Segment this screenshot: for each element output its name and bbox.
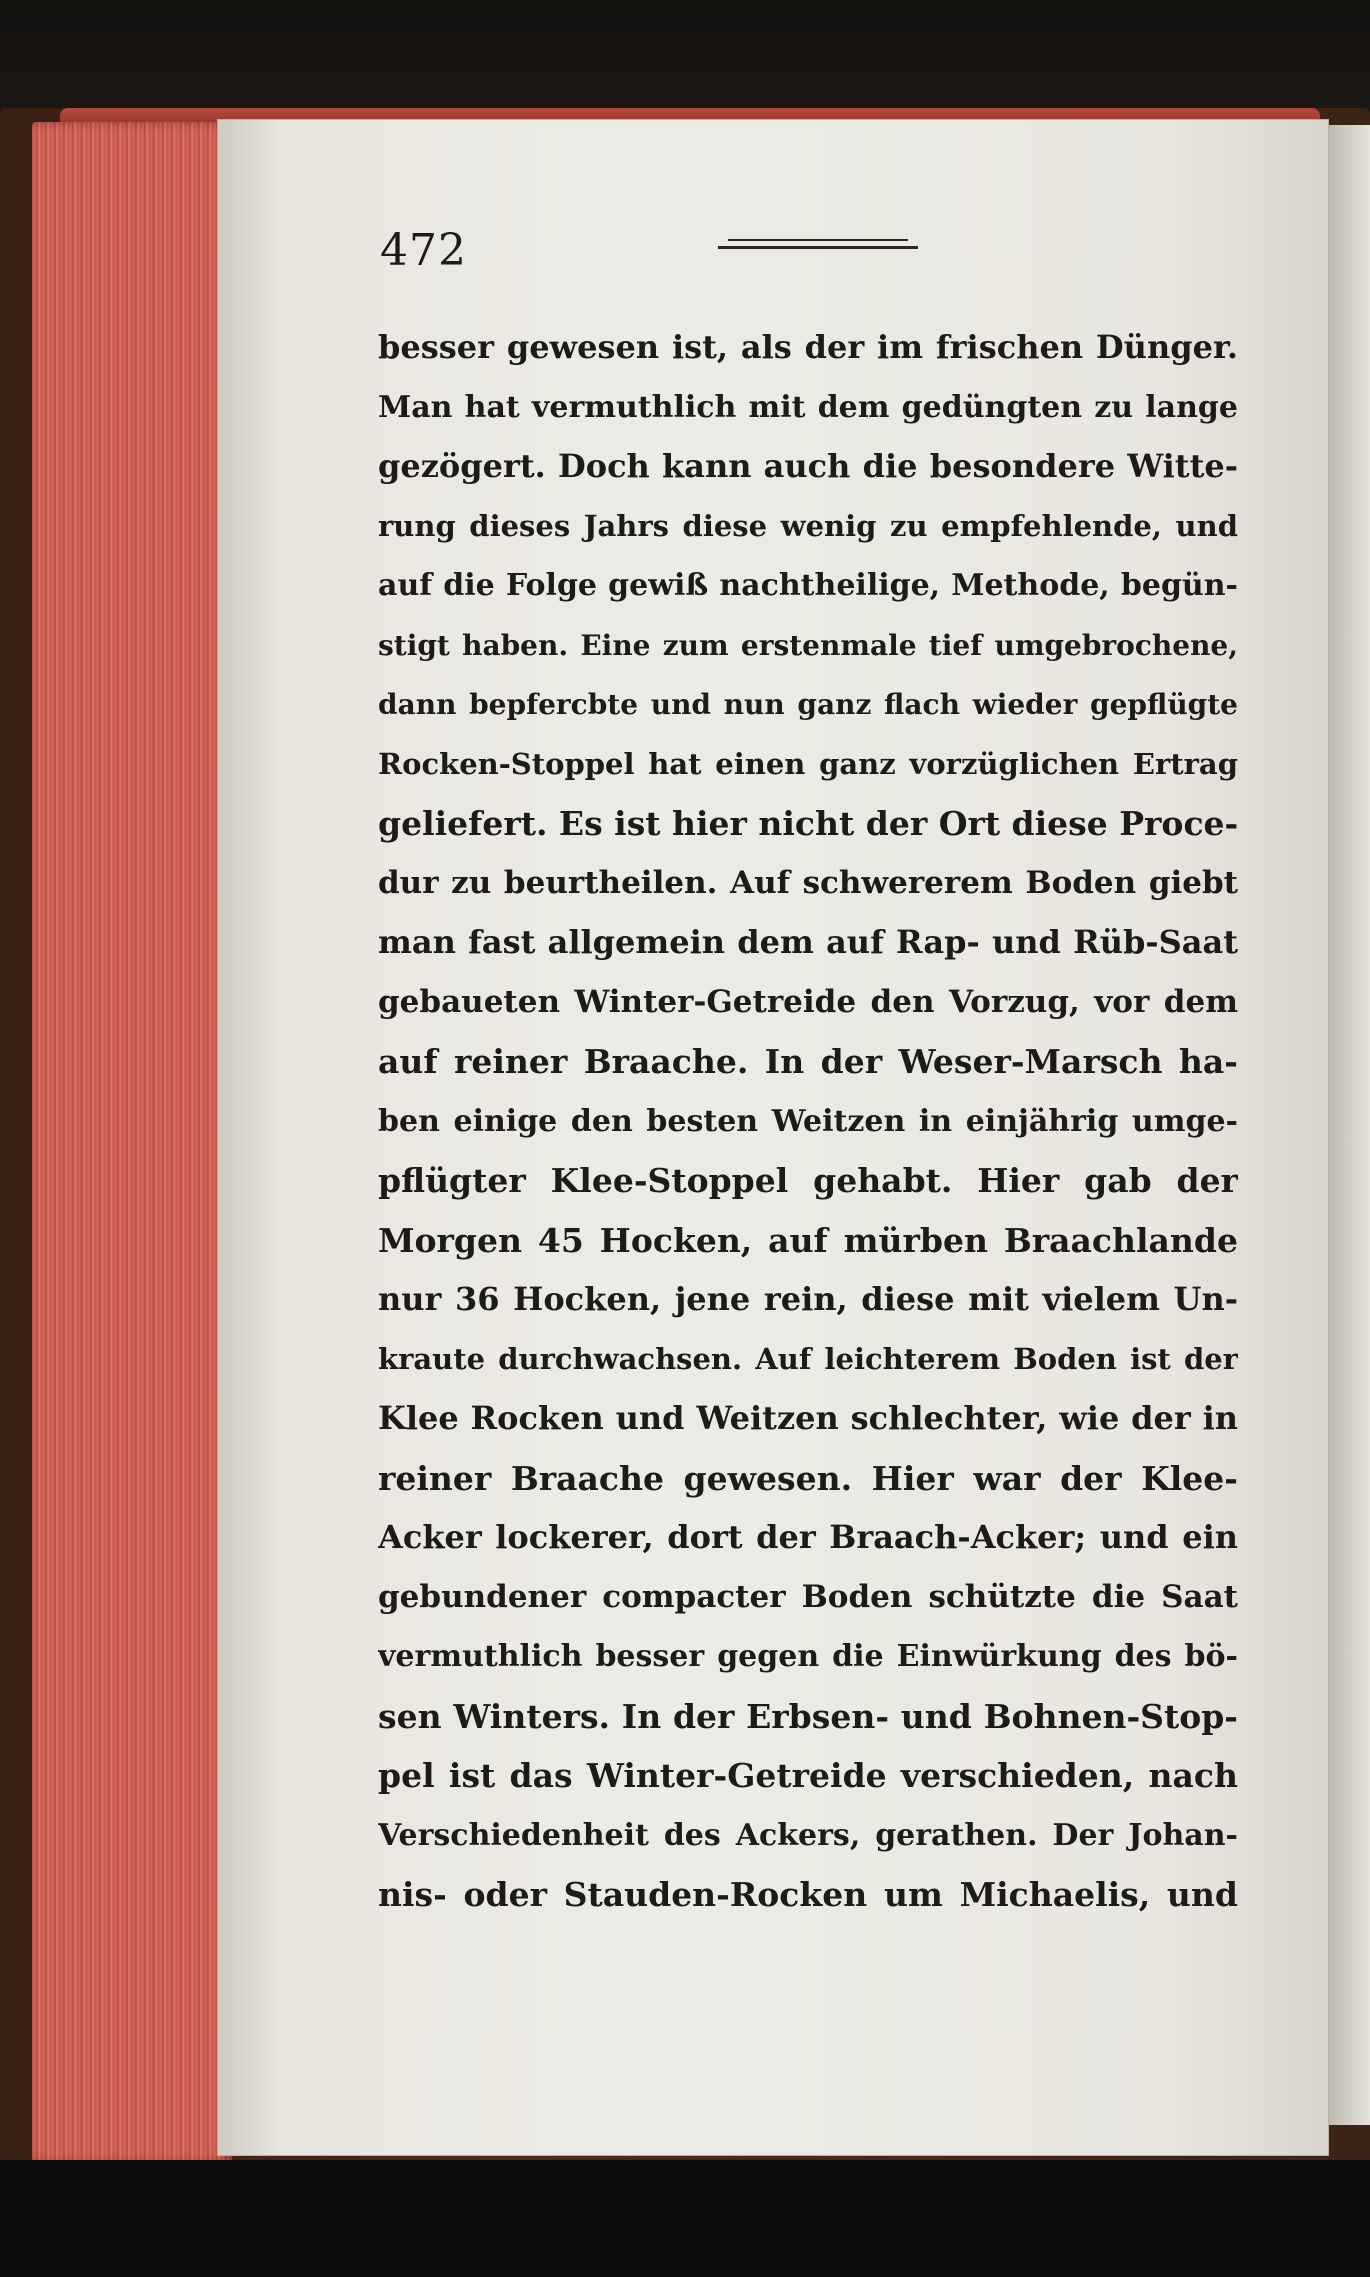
text-line: Klee Rocken und Weitzen schlechter, wie der in (378, 1399, 1238, 1437)
text-line: sen Winters. In der Erbsen- und Bohnen-Stop- (378, 1696, 1238, 1736)
text-line: Acker lockerer, dort der Braach-Acker; und ein (378, 1518, 1238, 1556)
text-line: kraute durchwachsen. Auf leichterem Boden ist der (378, 1341, 1238, 1376)
text-line: auf die Folge gewiß nachtheilige, Methode, begün- (378, 568, 1238, 603)
bottom-background (0, 2160, 1370, 2277)
text-line: nur 36 Hocken, jene rein, diese mit vielem Un- (378, 1280, 1238, 1318)
text-line: vermuthlich besser gegen die Einwürkung des bö- (378, 1639, 1238, 1674)
text-line: dann bepfercbte und nun ganz flach wieder gepflügte (378, 688, 1238, 721)
text-line: Rocken-Stoppel hat einen ganz vorzüglichen Ertrag (378, 746, 1238, 781)
text-line: Verschiedenheit des Ackers, gerathen. Der Johan- (378, 1817, 1238, 1853)
text-line: man fast allgemein dem auf Rap- und Rüb-Saat (378, 923, 1238, 961)
text-line: gebundener compacter Boden schützte die Saat (378, 1578, 1238, 1615)
text-line: geliefert. Es ist hier nicht der Ort diese Proce- (378, 804, 1238, 843)
text-line: pel ist das Winter-Getreide verschieden, nach (378, 1756, 1238, 1795)
text-line: gebaueten Winter-Getreide den Vorzug, vor dem (378, 983, 1238, 1020)
text-line: besser gewesen ist, als der im frischen Dünger. (378, 328, 1238, 366)
page-header (380, 225, 940, 285)
text-line: rung dieses Jahrs diese wenig zu empfehlende, und (378, 508, 1238, 543)
page-number: 472 (380, 225, 467, 276)
page-text (378, 318, 1238, 1925)
text-line: reiner Braache gewesen. Hier war der Klee- (378, 1458, 1238, 1498)
text-line: Man hat vermuthlich mit dem gedüngten zu lange (378, 389, 1238, 425)
text-line: Morgen 45 Hocken, auf mürben Braachlande (378, 1220, 1238, 1260)
page-edges-red (32, 122, 232, 2162)
text-line: auf reiner Braache. In der Weser-Marsch ha- (378, 1042, 1238, 1081)
facing-page-edge (1322, 125, 1370, 2125)
background (0, 0, 1370, 120)
header-rule (718, 239, 918, 257)
text-line: pflügter Klee-Stoppel gehabt. Hier gab der (378, 1161, 1238, 1200)
text-line: ben einige den besten Weitzen in einjährig umge- (378, 1103, 1238, 1139)
text-line: gezögert. Doch kann auch die besondere Witte- (378, 447, 1238, 485)
text-line: nis- oder Stauden-Rocken um Michaelis, und (378, 1875, 1238, 1914)
text-line: stigt haben. Eine zum erstenmale tief umgebrochene, (378, 628, 1238, 662)
text-line: dur zu beurtheilen. Auf schwererem Boden giebt (378, 864, 1238, 901)
